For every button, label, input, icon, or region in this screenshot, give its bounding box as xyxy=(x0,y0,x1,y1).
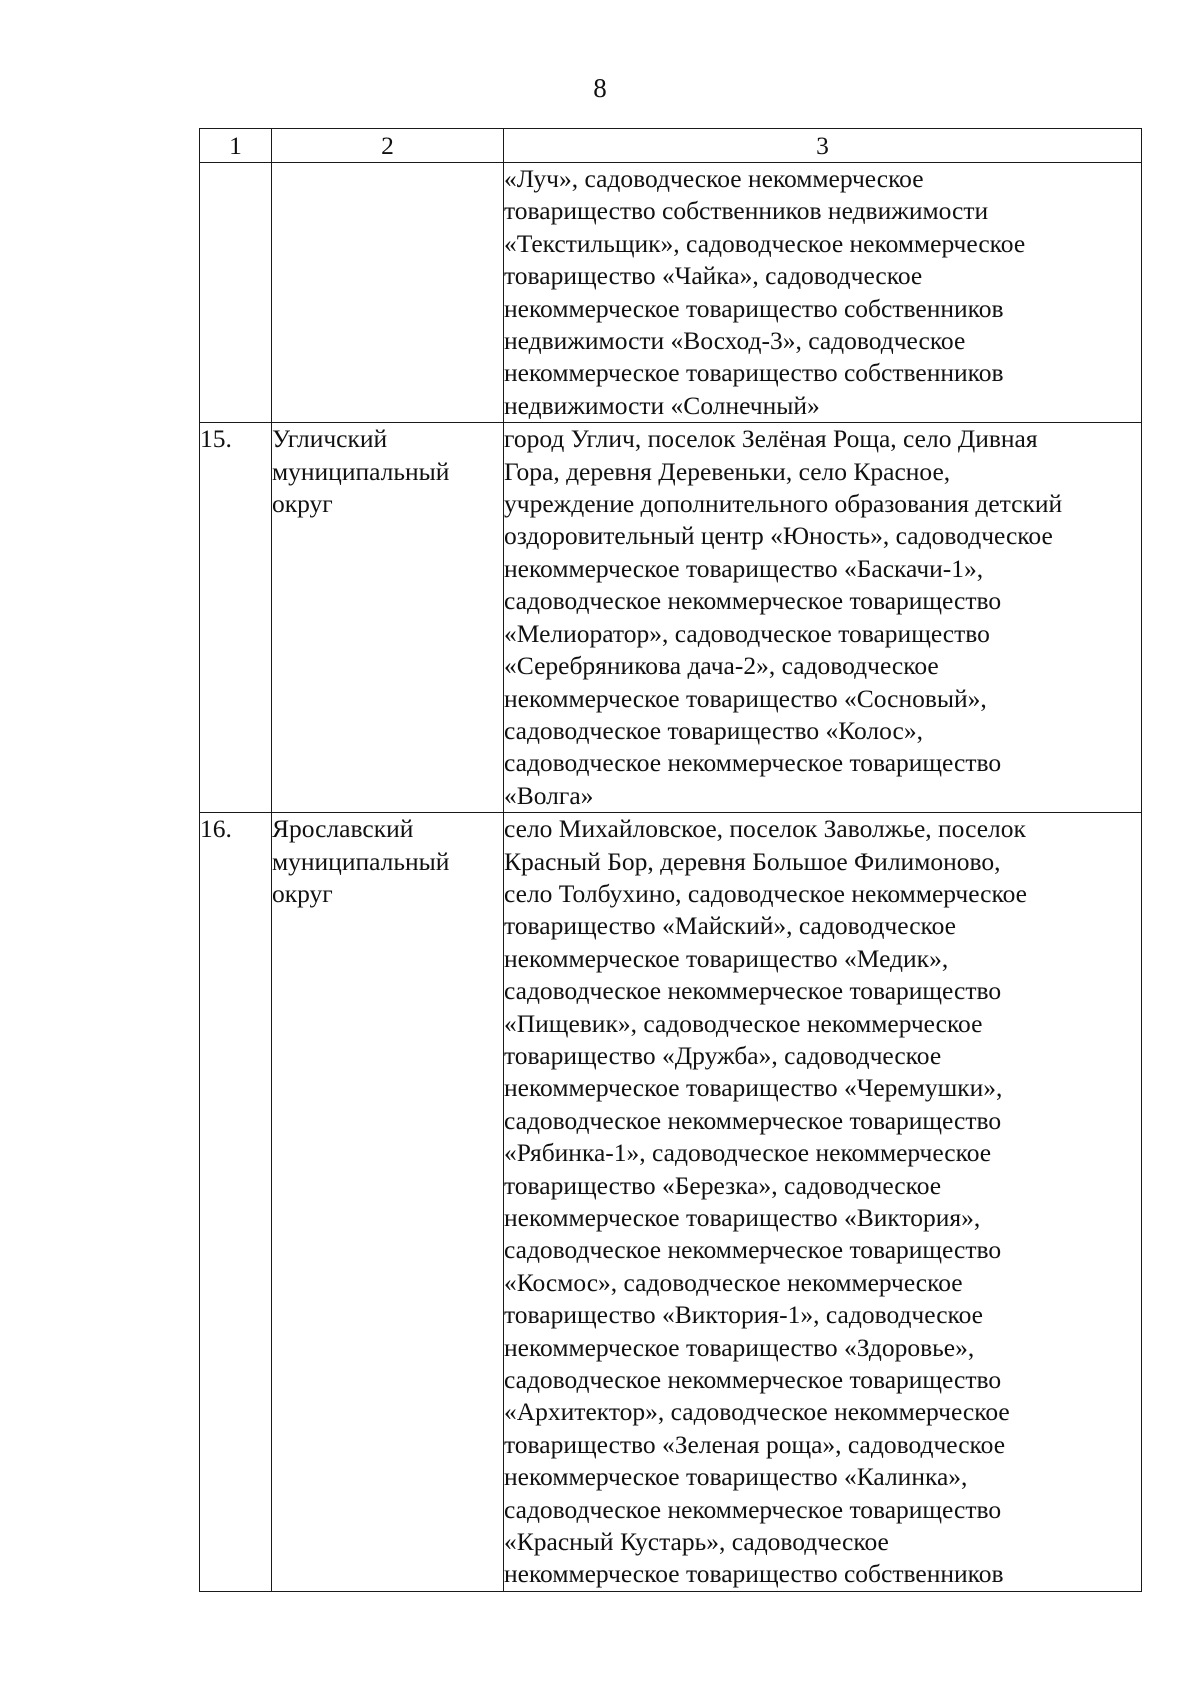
settlements-text-line: «Архитектор», садоводческое некоммерческое xyxy=(504,1397,1010,1427)
column-header-1: 1 xyxy=(200,129,272,163)
settlements-text-line: некоммерческое товарищество собственников xyxy=(504,293,1004,323)
settlements-text-line: некоммерческое товарищество «Виктория», xyxy=(504,1203,981,1232)
settlements-text-line: товарищество «Березка», садоводческое xyxy=(504,1170,942,1200)
column-header-3: 3 xyxy=(504,129,1142,163)
settlements-text-line: недвижимости «Восход-3», садоводческое xyxy=(504,326,966,356)
settlements-text-line: товарищество «Дружба», садоводческое xyxy=(504,1040,942,1070)
page-number: 8 xyxy=(593,73,607,103)
settlements-list-cell xyxy=(504,423,1142,813)
settlements-text-line: «Пищевик», садоводческое некоммерческое xyxy=(504,1008,983,1038)
settlements-text-line: некоммерческое товарищество «Баскачи-1», xyxy=(504,553,984,583)
settlements-text-line: Красный Бор, деревня Большое Филимоново, xyxy=(504,846,1001,876)
district-name-cell xyxy=(272,813,504,1592)
settlements-text-line: садоводческое некоммерческое товарищество xyxy=(504,748,1002,778)
district-name-line: муниципальный xyxy=(272,456,450,486)
settlements-text-line: некоммерческое товарищество «Сосновый», xyxy=(504,683,987,713)
settlements-text-line: некоммерческое товарищество «Калинка», xyxy=(504,1462,968,1492)
settlements-text-line: село Толбухино, садоводческое некоммерческое xyxy=(504,878,1027,908)
column-header-2: 2 xyxy=(272,129,504,163)
settlements-text-line: садоводческое некоммерческое товарищество xyxy=(504,1365,1002,1395)
settlements-text-line: некоммерческое товарищество «Черемушки», xyxy=(504,1073,1003,1103)
table-row xyxy=(200,813,1142,1592)
settlements-text-line: садоводческое некоммерческое товарищество xyxy=(504,1235,1002,1265)
settlements-text-line: «Текстильщик», садоводческое некоммерческое xyxy=(504,228,1026,258)
settlements-text-line: село Михайловское, поселок Заволжье, поселок xyxy=(504,814,1026,844)
settlements-text-line: садоводческое некоммерческое товарищество xyxy=(504,586,1002,616)
settlements-text-line: «Рябинка-1», садоводческое некоммерческое xyxy=(504,1138,992,1168)
settlements-text-line: товарищество «Виктория-1», садоводческое xyxy=(504,1300,983,1330)
settlements-text-line: некоммерческое товарищество собственников xyxy=(504,358,1004,388)
settlements-text-line: товарищество «Зеленая роща», садоводческое xyxy=(504,1429,1006,1459)
settlements-text-line: «Космос», садоводческое некоммерческое xyxy=(504,1267,963,1297)
row-number: 15. xyxy=(200,423,272,813)
district-name-cell xyxy=(272,163,504,423)
district-name-line: муниципальный xyxy=(272,846,450,876)
settlements-text-line: Гора, деревня Деревеньки, село Красное, xyxy=(504,456,951,486)
settlements-text-line: некоммерческое товарищество собственников xyxy=(504,1559,1004,1589)
settlements-text-line: садоводческое товарищество «Колос», xyxy=(504,715,923,745)
table-body xyxy=(200,163,1142,1592)
district-name-cell xyxy=(272,423,504,813)
settlements-text-line: «Красный Кустарь», садоводческое xyxy=(504,1527,889,1557)
settlements-text-line: недвижимости «Солнечный» xyxy=(504,390,820,420)
district-name-line: округ xyxy=(272,878,333,908)
settlements-text-line: некоммерческое товарищество «Здоровье», xyxy=(504,1332,975,1362)
settlements-text-line: учреждение дополнительного образования детский xyxy=(504,489,1063,519)
settlements-text-line: «Мелиоратор», садоводческое товарищество xyxy=(504,618,990,648)
settlements-text-line: садоводческое некоммерческое товарищество xyxy=(504,976,1002,1006)
settlements-text-line: некоммерческое товарищество «Медик», xyxy=(504,943,949,973)
district-name-line: Ярославский xyxy=(272,814,414,844)
settlements-text-line: город Углич, поселок Зелёная Роща, село Дивная xyxy=(504,424,1038,454)
settlements-text-line: «Серебряникова дача-2», садоводческое xyxy=(504,651,939,681)
settlements-text-line: товарищество «Чайка», садоводческое xyxy=(504,261,923,291)
district-name-line: округ xyxy=(272,489,333,519)
row-number: 16. xyxy=(200,813,272,1592)
row-number xyxy=(200,163,272,423)
settlements-text-line: оздоровительный центр «Юность», садоводческое xyxy=(504,521,1053,551)
table-row xyxy=(200,163,1142,423)
settlements-text-line: товарищество собственников недвижимости xyxy=(504,196,989,226)
settlements-list-cell xyxy=(504,813,1142,1592)
settlements-table xyxy=(199,128,1142,1592)
settlements-text-line: садоводческое некоммерческое товарищество xyxy=(504,1105,1002,1135)
district-name-line: Угличский xyxy=(272,424,388,454)
settlements-text-line: товарищество «Майский», садоводческое xyxy=(504,911,957,941)
settlements-text-line: «Волга» xyxy=(504,780,594,810)
settlements-list-cell xyxy=(504,163,1142,423)
table-header-row xyxy=(200,129,1142,163)
table-row xyxy=(200,423,1142,813)
settlements-text-line: садоводческое некоммерческое товарищество xyxy=(504,1494,1002,1524)
settlements-text-line: «Луч», садоводческое некоммерческое xyxy=(504,164,924,193)
